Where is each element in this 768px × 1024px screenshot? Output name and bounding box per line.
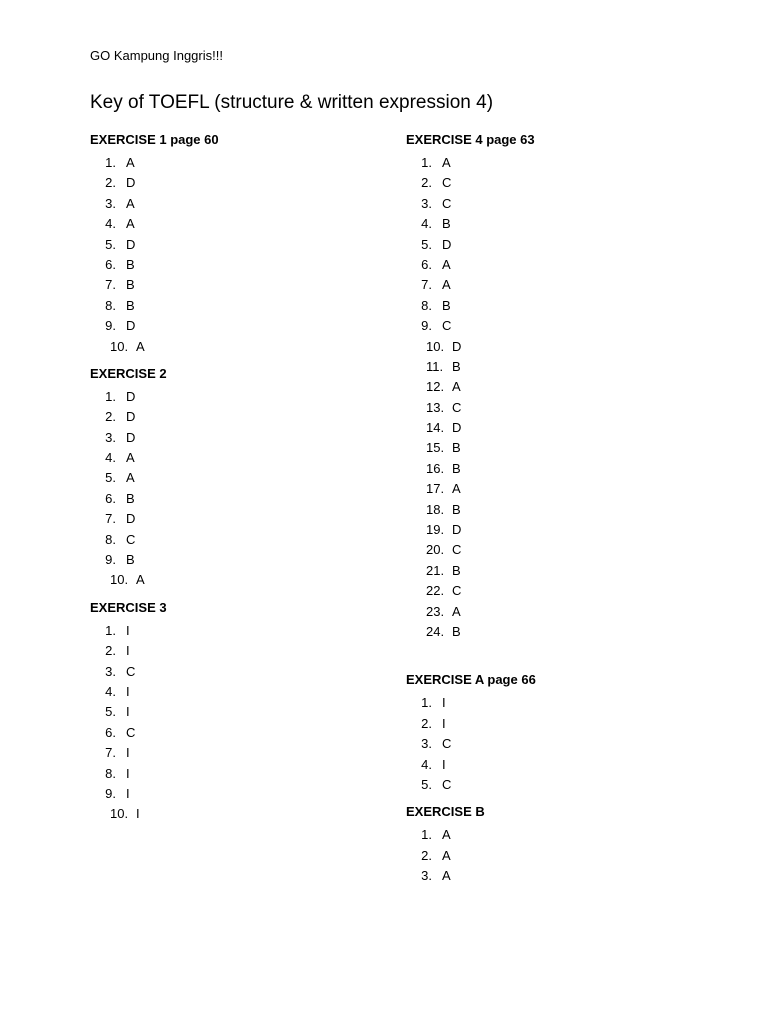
answer-value: D: [126, 318, 136, 334]
answer-number: 7.: [105, 277, 116, 293]
answer-value: I: [126, 745, 130, 761]
answer-number: 9.: [105, 785, 116, 801]
answer-value: D: [452, 338, 462, 354]
answer-item: [90, 723, 390, 743]
exercise-heading: EXERCISE 2: [90, 365, 167, 381]
answer-number: 8.: [105, 297, 116, 313]
answer-number: 10.: [110, 572, 129, 588]
answer-value: A: [136, 338, 145, 354]
answer-number: 3.: [421, 195, 432, 211]
answer-item: [90, 468, 390, 488]
answer-number: 3.: [105, 663, 116, 679]
answer-value: C: [442, 318, 452, 334]
answer-number: 2.: [105, 643, 116, 659]
answer-item: [90, 428, 390, 448]
answer-number: 7.: [105, 511, 116, 527]
answer-value: I: [126, 765, 130, 781]
answer-number: 1.: [105, 622, 116, 638]
answer-value: B: [452, 440, 461, 456]
answer-number: 8.: [105, 765, 116, 781]
answer-item: [406, 846, 706, 866]
answer-item: [406, 540, 706, 560]
answer-value: B: [442, 297, 451, 313]
answer-value: D: [126, 409, 136, 425]
answer-number: 4.: [105, 450, 116, 466]
answer-value: A: [442, 277, 451, 293]
answer-value: I: [442, 695, 446, 711]
answer-item: [406, 235, 706, 255]
answer-item: [90, 804, 390, 824]
answer-number: 16.: [426, 460, 445, 476]
answer-list: [90, 153, 390, 357]
answer-number: 20.: [426, 542, 445, 558]
answer-value: D: [126, 388, 136, 404]
answer-number: 23.: [426, 603, 445, 619]
answer-number: 6.: [105, 490, 116, 506]
answer-value: B: [126, 297, 135, 313]
answer-number: 6.: [105, 724, 116, 740]
answer-number: 21.: [426, 562, 445, 578]
answer-number: 12.: [426, 379, 445, 395]
answer-value: D: [126, 511, 136, 527]
answer-item: [90, 214, 390, 234]
answer-number: 1.: [421, 155, 432, 170]
answer-item: [406, 255, 706, 275]
answer-item: [406, 316, 706, 336]
answer-item: [406, 500, 706, 520]
answer-number: 19.: [426, 522, 445, 538]
answer-item: [90, 153, 390, 173]
answer-value: I: [126, 622, 130, 638]
answer-item: [90, 550, 390, 570]
answer-value: B: [126, 490, 135, 506]
answer-item: [406, 755, 706, 775]
answer-number: 24.: [426, 623, 445, 639]
answer-item: [90, 784, 390, 804]
answer-value: D: [126, 429, 136, 445]
left-column: [90, 132, 390, 834]
answer-value: B: [442, 216, 451, 232]
answer-value: C: [442, 175, 452, 191]
answer-item: [90, 743, 390, 763]
answer-value: B: [126, 552, 135, 568]
answer-item: [406, 377, 706, 397]
answer-value: A: [442, 847, 451, 863]
answer-list: [406, 693, 706, 795]
answer-value: A: [442, 827, 451, 843]
answer-item: [406, 194, 706, 214]
answer-value: C: [126, 531, 136, 547]
answer-item: [90, 235, 390, 255]
answer-item: [90, 662, 390, 682]
exercise-heading: EXERCISE B: [406, 804, 485, 820]
answer-number: 5.: [105, 470, 116, 486]
answer-number: 8.: [421, 297, 432, 313]
answer-list: [406, 825, 706, 886]
answer-value: B: [452, 358, 461, 374]
answer-item: [406, 734, 706, 754]
answer-number: 4.: [421, 756, 432, 772]
answer-item: [406, 775, 706, 795]
answer-value: C: [442, 195, 452, 211]
answer-value: I: [126, 683, 130, 699]
answer-number: 5.: [421, 776, 432, 792]
answer-value: D: [126, 236, 136, 252]
answer-number: 4.: [105, 683, 116, 699]
page-title: Key of TOEFL (structure & written expression 4): [90, 92, 494, 113]
answer-item: [90, 489, 390, 509]
page-header: GO Kampung Inggris!!!: [90, 48, 223, 63]
answer-item: [406, 479, 706, 499]
answer-value: B: [452, 460, 461, 476]
answer-item: [406, 561, 706, 581]
answer-item: [90, 296, 390, 316]
answer-number: 5.: [105, 704, 116, 720]
answer-item: [90, 275, 390, 295]
answer-item: [90, 509, 390, 529]
answer-value: B: [452, 501, 461, 517]
answer-value: I: [126, 785, 130, 801]
answer-number: 7.: [421, 277, 432, 293]
answer-number: 11.: [426, 358, 444, 374]
answer-value: B: [126, 256, 135, 272]
answer-item: [406, 622, 706, 642]
answer-value: D: [452, 420, 462, 436]
answer-item: [406, 459, 706, 479]
answer-number: 1.: [105, 388, 116, 404]
answer-number: 2.: [421, 847, 432, 863]
answer-value: C: [126, 724, 136, 740]
answer-value: A: [452, 481, 461, 497]
answer-number: 3.: [105, 195, 116, 211]
answer-number: 22.: [426, 583, 445, 599]
answer-item: [90, 255, 390, 275]
answer-value: A: [442, 868, 451, 884]
answer-value: C: [442, 736, 452, 752]
answer-value: I: [442, 715, 446, 731]
answer-number: 2.: [105, 409, 116, 425]
answer-item: [406, 602, 706, 622]
answer-number: 9.: [105, 318, 116, 334]
answer-item: [406, 357, 706, 377]
answer-item: [90, 530, 390, 550]
answer-item: [406, 825, 706, 845]
answer-number: 10.: [110, 806, 129, 822]
exercise-heading: EXERCISE A page 66: [406, 672, 536, 688]
answer-value: A: [126, 155, 135, 170]
answer-item: [406, 693, 706, 713]
answer-value: A: [136, 572, 145, 588]
answer-item: [406, 153, 706, 173]
answer-item: [90, 621, 390, 641]
answer-item: [406, 520, 706, 540]
answer-item: [406, 398, 706, 418]
answer-item: [406, 214, 706, 234]
answer-number: 9.: [105, 552, 116, 568]
answer-number: 10.: [426, 338, 445, 354]
answer-value: B: [452, 623, 461, 639]
answer-value: B: [452, 562, 461, 578]
answer-item: [90, 764, 390, 784]
answer-value: A: [126, 216, 135, 232]
answer-value: C: [442, 776, 452, 792]
answer-item: [90, 641, 390, 661]
answer-item: [90, 570, 390, 590]
answer-number: 9.: [421, 318, 432, 334]
answer-number: 1.: [421, 827, 432, 843]
answer-item: [406, 418, 706, 438]
answer-number: 2.: [421, 175, 432, 191]
answer-value: A: [442, 155, 451, 170]
answer-number: 6.: [421, 256, 432, 272]
answer-list: [406, 153, 706, 642]
answer-list: [90, 387, 390, 591]
answer-number: 13.: [426, 399, 445, 415]
answer-item: [406, 296, 706, 316]
answer-value: A: [442, 256, 451, 272]
answer-number: 3.: [421, 868, 432, 884]
answer-value: C: [452, 583, 462, 599]
answer-item: [406, 173, 706, 193]
answer-item: [90, 407, 390, 427]
answer-item: [406, 438, 706, 458]
answer-value: D: [442, 236, 452, 252]
answer-number: 3.: [421, 736, 432, 752]
answer-number: 14.: [426, 420, 445, 436]
answer-item: [90, 337, 390, 357]
section-spacer: [406, 651, 706, 672]
exercise-heading: EXERCISE 1 page 60: [90, 132, 219, 147]
answer-number: 17.: [426, 481, 445, 497]
answer-value: I: [126, 704, 130, 720]
answer-number: 5.: [421, 236, 432, 252]
answer-value: A: [126, 195, 135, 211]
answer-number: 5.: [105, 236, 116, 252]
answer-value: A: [126, 450, 135, 466]
answer-number: 4.: [421, 216, 432, 232]
answer-number: 8.: [105, 531, 116, 547]
answer-number: 7.: [105, 745, 116, 761]
answer-item: [406, 714, 706, 734]
exercise-heading: EXERCISE 3: [90, 599, 167, 615]
answer-value: I: [442, 756, 446, 772]
answer-value: A: [452, 379, 461, 395]
answer-value: C: [452, 542, 462, 558]
answer-item: [90, 682, 390, 702]
answer-value: I: [126, 643, 130, 659]
answer-item: [90, 194, 390, 214]
answer-number: 2.: [421, 715, 432, 731]
answer-item: [90, 316, 390, 336]
answer-item: [90, 387, 390, 407]
answer-value: B: [126, 277, 135, 293]
answer-item: [90, 702, 390, 722]
answer-number: 4.: [105, 216, 116, 232]
answer-number: 3.: [105, 429, 116, 445]
answer-item: [406, 866, 706, 886]
answer-number: 1.: [105, 155, 116, 170]
answer-value: A: [452, 603, 461, 619]
answer-number: 1.: [421, 695, 432, 711]
right-column: [406, 132, 706, 896]
answer-number: 10.: [110, 338, 129, 354]
answer-value: D: [126, 175, 136, 191]
answer-value: A: [126, 470, 135, 486]
answer-item: [90, 448, 390, 468]
answer-number: 18.: [426, 501, 445, 517]
answer-item: [406, 275, 706, 295]
answer-value: I: [136, 806, 140, 822]
answer-number: 2.: [105, 175, 116, 191]
answer-value: C: [452, 399, 462, 415]
answer-item: [406, 337, 706, 357]
answer-number: 6.: [105, 256, 116, 272]
answer-item: [90, 173, 390, 193]
answer-list: [90, 621, 390, 825]
answer-value: D: [452, 522, 462, 538]
answer-number: 15.: [426, 440, 445, 456]
answer-item: [406, 581, 706, 601]
answer-value: C: [126, 663, 136, 679]
exercise-heading: EXERCISE 4 page 63: [406, 132, 535, 147]
